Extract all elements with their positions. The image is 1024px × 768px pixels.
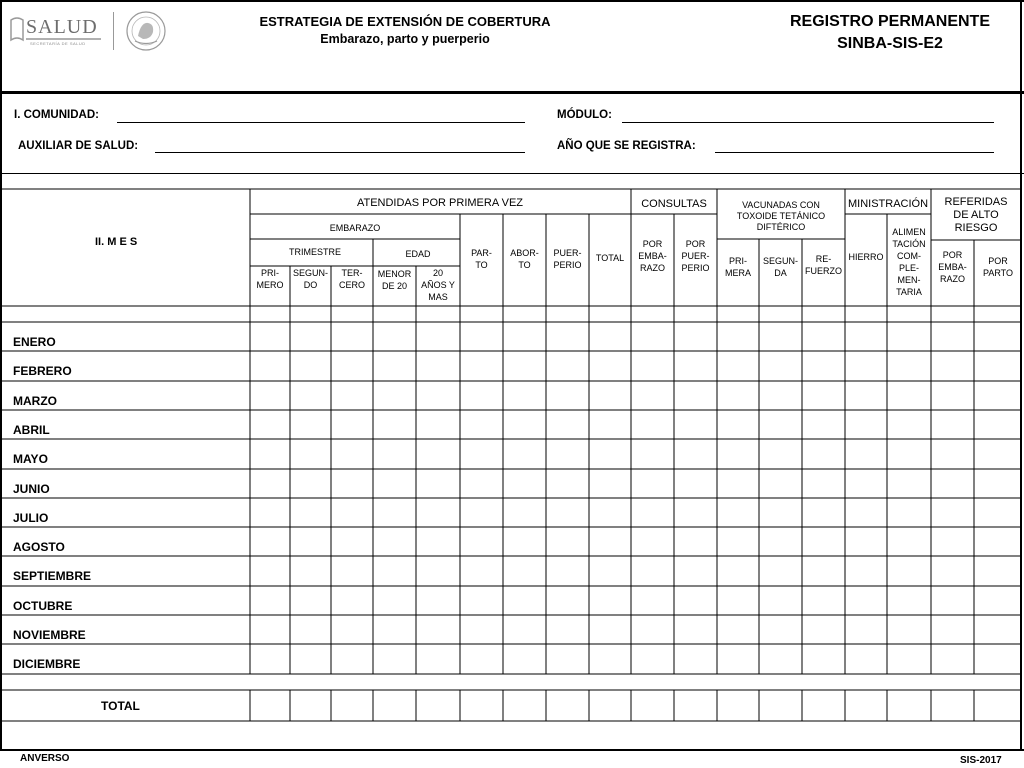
modulo-label: MÓDULO: (557, 109, 612, 121)
edad-header: EDAD (405, 249, 431, 259)
registro-title: REGISTRO PERMANENTE (789, 13, 990, 30)
column-header-16: TACIÓN (892, 239, 926, 249)
column-header-4: DE 20 (381, 281, 408, 291)
column-header-5: MAS (428, 292, 448, 302)
column-header-10: EMBA- (638, 251, 667, 261)
form-title: ESTRATEGIA DE EXTENSIÓN DE COBERTURA (259, 14, 551, 29)
column-header-14: RE- (815, 254, 832, 264)
form-subtitle: Embarazo, parto y puerperio (320, 32, 490, 46)
month-label-1: ENERO (13, 335, 56, 349)
comunidad-label: I. COMUNIDAD: (14, 109, 99, 121)
anio-label: AÑO QUE SE REGISTRA: (557, 140, 696, 152)
footer-anverso: ANVERSO (20, 753, 70, 764)
column-header-11: PERIO (681, 263, 710, 273)
logo-subtext: SECRETARÍA DE SALUD (30, 41, 86, 46)
column-header-7: TO (518, 260, 531, 270)
ministracion-header: MINISTRACIÓN (847, 198, 929, 210)
atendidas-header: ATENDIDAS POR PRIMERA VEZ (356, 197, 524, 209)
month-label-10: OCTUBRE (13, 599, 73, 613)
month-label-4: ABRIL (13, 423, 50, 437)
referidas-header: RIESGO (954, 222, 998, 234)
trimestre-header: TRIMESTRE (288, 247, 342, 257)
column-header-14: FUERZO (805, 266, 842, 276)
logo-word: SALUD (26, 16, 98, 38)
column-header-6: TO (475, 260, 488, 270)
month-label-2: FEBRERO (13, 364, 72, 378)
month-label-9: SEPTIEMBRE (13, 569, 92, 583)
column-header-16: COM- (897, 251, 921, 261)
column-header-5: AÑOS Y (421, 280, 455, 290)
month-label-7: JULIO (13, 511, 49, 525)
footer-code: SIS-2017 (960, 755, 1002, 766)
month-label-8: AGOSTO (13, 540, 65, 554)
column-header-16: ALIMEN (892, 227, 926, 237)
total-row-label: TOTAL (101, 699, 140, 713)
column-header-11: PUER- (681, 251, 710, 261)
month-label-6: JUNIO (13, 482, 50, 496)
column-header-15: HIERRO (848, 252, 884, 262)
month-label-5: MAYO (13, 452, 48, 466)
column-header-16: PLE- (898, 263, 920, 273)
column-header-9: TOTAL (595, 253, 625, 263)
form-code: SINBA-SIS-E2 (837, 35, 943, 52)
vacunadas-header: TOXOIDE TETÁNICO (736, 211, 826, 221)
column-header-17: EMBA- (938, 262, 967, 272)
column-header-3: TER- (341, 268, 363, 278)
column-header-13: SEGUN- (762, 256, 799, 266)
consultas-header: CONSULTAS (641, 198, 707, 210)
column-header-8: PUER- (553, 248, 582, 258)
column-header-18: POR (988, 256, 1008, 266)
column-header-12: MERA (724, 268, 752, 278)
column-header-16: TARIA (896, 287, 922, 297)
vacunadas-header: DIFTÉRICO (756, 222, 806, 232)
column-header-17: POR (942, 250, 963, 260)
referidas-header: REFERIDAS (944, 196, 1008, 208)
column-header-4: MENOR (377, 269, 412, 279)
vacunadas-header: VACUNADAS CON (742, 200, 820, 210)
column-header-8: PERIO (553, 260, 582, 270)
month-label-3: MARZO (13, 394, 57, 408)
column-header-12: PRI- (729, 256, 747, 266)
column-header-1: PRI- (261, 268, 279, 278)
column-header-10: RAZO (639, 263, 666, 273)
column-header-11: POR (685, 239, 706, 249)
month-label-11: NOVIEMBRE (13, 628, 86, 642)
mes-header: II. M E S (95, 236, 138, 248)
column-header-2: SEGUN- (292, 268, 329, 278)
column-header-16: MEN- (897, 275, 921, 285)
auxiliar-label: AUXILIAR DE SALUD: (18, 140, 139, 152)
column-header-2: DO (303, 280, 318, 290)
column-header-17: RAZO (939, 274, 966, 284)
column-header-7: ABOR- (510, 248, 539, 258)
column-header-10: POR (642, 239, 663, 249)
column-header-5: 20 (432, 268, 444, 278)
column-header-3: CERO (338, 280, 366, 290)
embarazo-header: EMBARAZO (329, 223, 381, 233)
column-header-13: DA (774, 268, 787, 278)
month-label-12: DICIEMBRE (13, 657, 81, 671)
column-header-6: PAR- (471, 248, 492, 258)
referidas-header: DE ALTO (953, 209, 999, 221)
column-header-18: PARTO (982, 268, 1014, 278)
column-header-1: MERO (256, 280, 284, 290)
